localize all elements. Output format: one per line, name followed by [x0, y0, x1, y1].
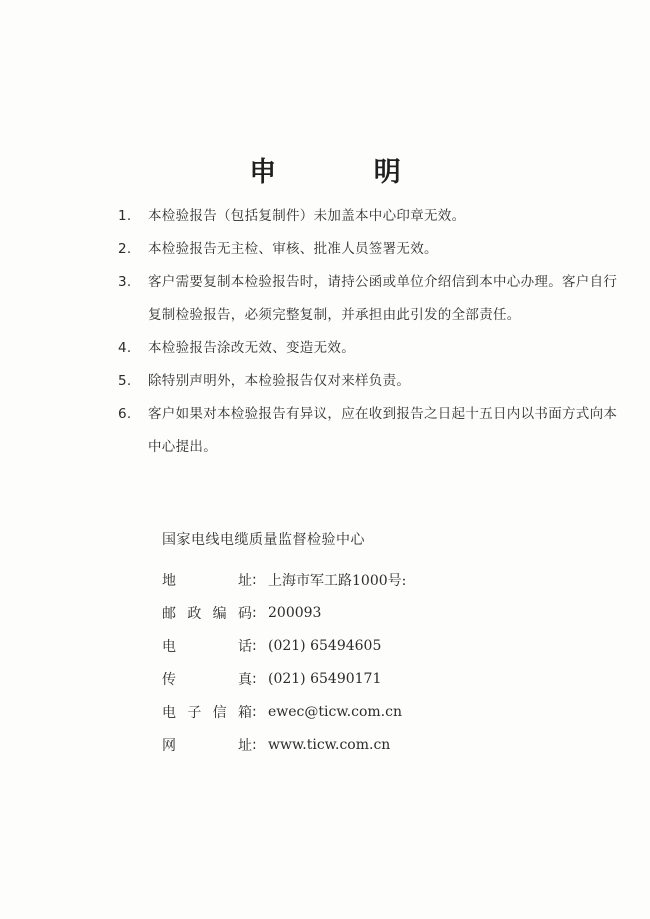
email-colon: :: [252, 703, 257, 720]
website-row: [162, 728, 582, 761]
item-text: 客户如果对本检验报告有异议，应在收到报告之日起十五日内以书面方式向本中心提出。: [148, 406, 618, 455]
item-text: 客户需要复制本检验报告时，请持公函或单位介绍信到本中心办理。客户自行复制检验报告，必须完整复制，并承担由此引发的全部责任。: [148, 274, 618, 323]
organization-name: 国家电线电缆质量监督检验中心: [162, 532, 365, 548]
fax-label: 传 真: [162, 671, 252, 688]
email-label: 电 子 信 箱: [162, 704, 252, 721]
email-row: [162, 695, 582, 728]
item-text: 本检验报告无主检、审核、批准人员签署无效。: [148, 241, 438, 257]
item-number: 2.: [118, 241, 132, 257]
item-text: 本检验报告（包括复制件）未加盖本中心印章无效。: [148, 208, 466, 224]
list-item: [118, 332, 618, 365]
phone-row: [162, 629, 582, 662]
website-colon: :: [252, 736, 257, 753]
item-number: 3.: [118, 274, 132, 290]
fax-row: [162, 662, 582, 695]
list-item: [118, 365, 618, 398]
postcode-value: 200093: [268, 604, 322, 621]
list-item: [118, 398, 618, 464]
phone-colon: :: [252, 637, 257, 654]
postcode-label: 邮 政 编 码: [162, 605, 252, 622]
address-colon: :: [252, 571, 257, 588]
address-value: 上海市军工路1000号:: [268, 572, 407, 589]
contact-block: [162, 528, 582, 761]
fax-colon: :: [252, 670, 257, 687]
list-item: [118, 233, 618, 266]
address-row: [162, 563, 582, 596]
item-text: 除特别声明外，本检验报告仅对来样负责。: [148, 373, 411, 389]
postcode-colon: :: [252, 604, 257, 621]
item-number: 4.: [118, 340, 132, 356]
item-text: 本检验报告涂改无效、变造无效。: [148, 340, 355, 356]
statement-list: [118, 200, 618, 464]
item-number: 6.: [118, 406, 132, 422]
list-item: [118, 200, 618, 233]
item-number: 1.: [118, 208, 132, 224]
address-label: 地 址: [162, 572, 252, 589]
website-value: www.ticw.com.cn: [268, 736, 391, 753]
website-label: 网 址: [162, 737, 252, 754]
item-number: 5.: [118, 373, 132, 389]
phone-label: 电 话: [162, 638, 252, 655]
list-item: [118, 266, 618, 332]
fax-value: (021) 65490171: [268, 670, 382, 687]
email-value: ewec@ticw.com.cn: [268, 703, 402, 720]
postcode-row: [162, 596, 582, 629]
page-title: 申 明: [249, 157, 445, 188]
phone-value: (021) 65494605: [268, 637, 382, 654]
